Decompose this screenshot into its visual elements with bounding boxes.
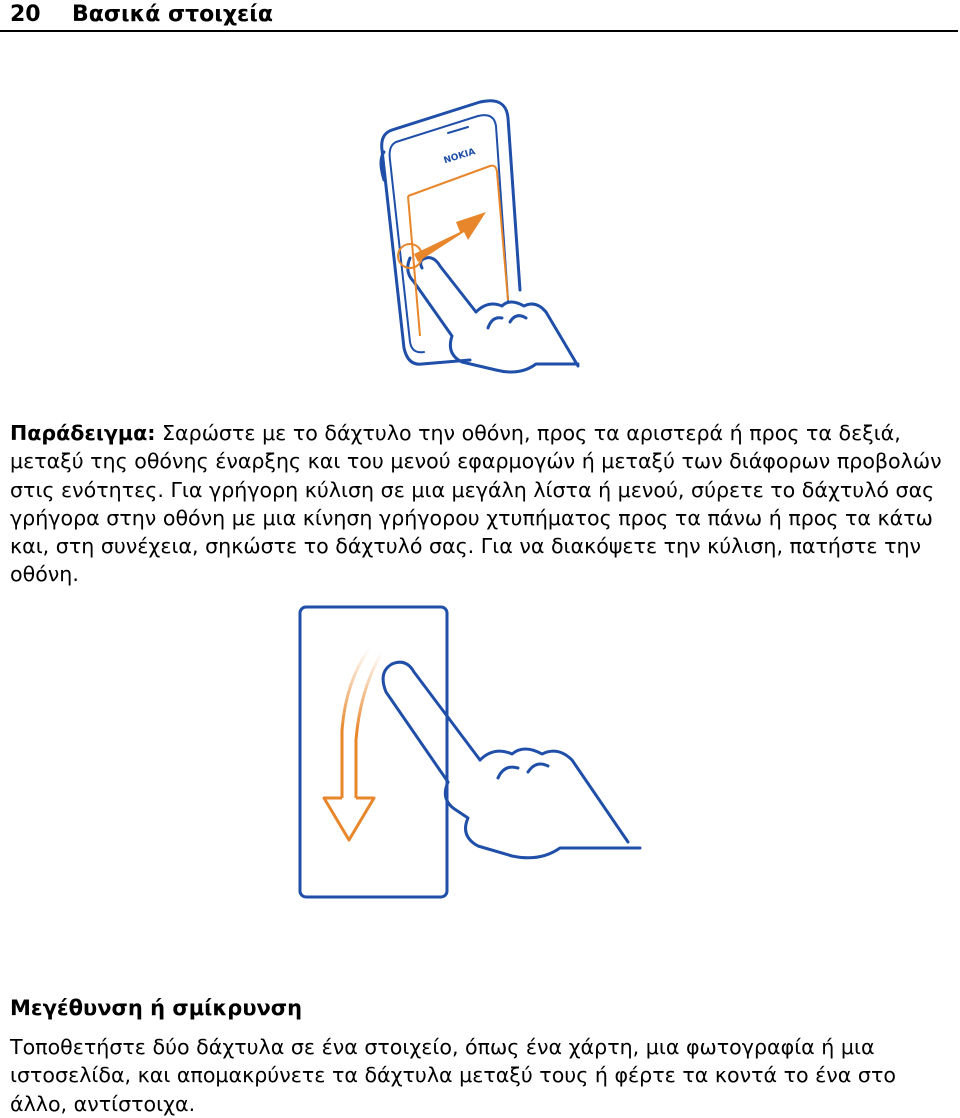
page-header: [0, 0, 958, 32]
flick-scroll-illustration: [290, 600, 650, 910]
example-paragraph: [10, 419, 955, 589]
section-title: Βασικά στοιχεία: [72, 2, 273, 27]
zoom-paragraph: Τοποθετήστε δύο δάχτυλα σε ένα στοιχείο, όπως ένα χάρτη, μια φωτογραφία ή μια ιστοσελίδα, και απομακρύνετε τα δάχτυλα μεταξύ τους ή φέρτε τα κοντά το ένα στο άλλο, αντίστοιχα.: [10, 1035, 896, 1116]
page-number: 20: [10, 2, 41, 27]
example-label: Παράδειγμα:: [10, 421, 156, 445]
swipe-gesture-illustration: [360, 90, 600, 380]
screen-outline: [300, 607, 447, 897]
brand-logo: NOKIA: [442, 147, 477, 167]
example-text: Σαρώστε με το δάχτυλο την οθόνη, προς τα αριστερά ή προς τα δεξιά, μεταξύ της οθόνης έναρξης και του μενού εφαρμογών ή μεταξύ των διάφορων προβολών στις ενότητες. Για γρήγορη κύλιση σε μια μεγάλη λίστα ή μενού, σύρετε το δάχτυλό σας γρήγορα στην οθόνη με μια κίνηση γρήγορου χτυπήματος προς τα πάνω ή προς τα κάτω και, στη συνέχεια, σηκώστε το δάχτυλό σας. Για να διακόψετε την κύλιση, πατήστε την οθόνη.: [10, 421, 942, 587]
down-arrow-icon: [324, 798, 374, 840]
zoom-heading: Μεγέθυνση ή σμίκρυνση: [10, 996, 303, 1020]
